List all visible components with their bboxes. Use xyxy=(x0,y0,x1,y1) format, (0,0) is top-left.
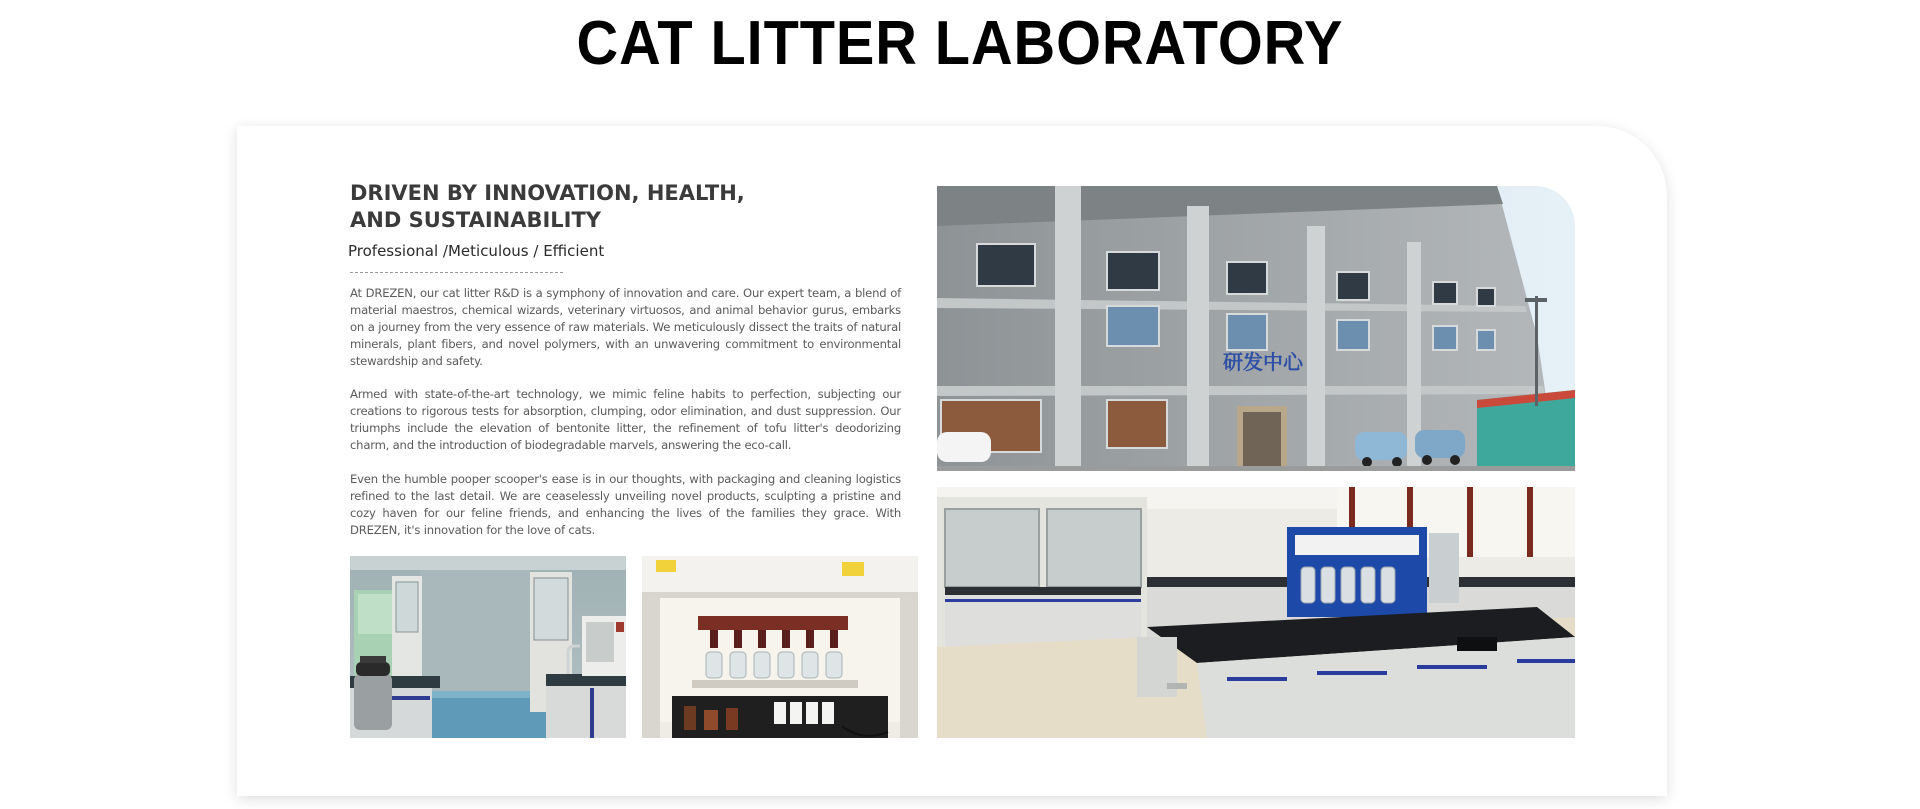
closing-paragraph: Even the humble pooper scooper's ease is in our thoughts, with packaging and cleaning logistics refined to the last detail. We are ceaselessly unveiling novel products, sculpting a pristine and cozy haven for our feline friends, and enhancing the lives of the families they grace. With DREZEN, it's innovation for the love of cats. xyxy=(350,472,901,537)
page-title: CAT LITTER LABORATORY xyxy=(576,9,1344,78)
lab-info-card xyxy=(237,126,1667,796)
clean-room-photo xyxy=(350,556,626,738)
technology-paragraph: Armed with state-of-the-art technology, we mimic feline habits to perfection, subjecting our creations to rigorous tests for absorption, clumping, odor elimination, and dust suppression. Our triumphs include the elevation of bentonite litter, the refinement of tofu litter's deodorizing charm, and the introduction of biodegradable marvels, answering the eco-call. xyxy=(350,387,901,452)
section-heading xyxy=(350,180,770,234)
section-heading-line-1: DRIVEN BY INNOVATION, HEALTH, xyxy=(350,181,745,205)
section-heading-line-2: AND SUSTAINABILITY xyxy=(350,208,602,232)
dashed-divider xyxy=(350,272,563,273)
fume-hood-photo xyxy=(642,556,918,738)
intro-paragraph: At DREZEN, our cat litter R&D is a symphony of innovation and care. Our expert team, a blend of material maestros, chemical wizards, veterinary virtuosos, and animal behavior gurus, embarks on a journey from the very essence of raw materials. We meticulously dissect the traits of natural minerals, plant fibers, and novel polymers, with an unwavering commitment to environmental stewardship and safety. xyxy=(350,286,901,368)
building-sign-text: 研发中心 xyxy=(1223,350,1303,374)
section-tagline: Professional /Meticulous / Efficient xyxy=(348,242,605,260)
research-center-building-photo xyxy=(937,186,1575,471)
laboratory-interior-photo xyxy=(937,487,1575,738)
